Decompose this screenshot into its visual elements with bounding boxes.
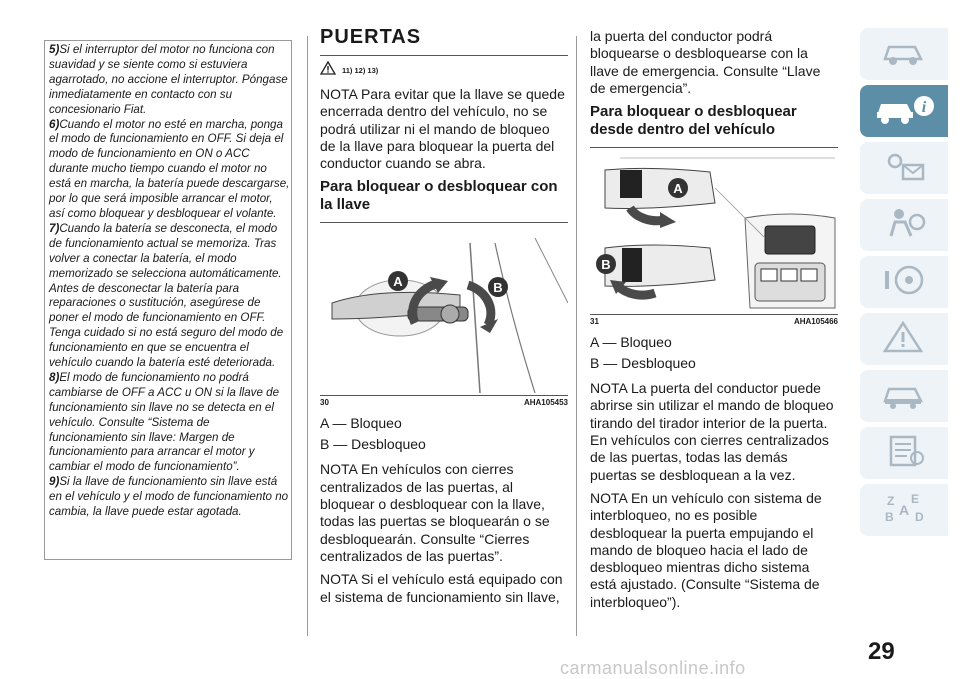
column-divider [307,36,308,636]
legend-a: A — Bloqueo [320,415,402,432]
note-central-locking: NOTA En vehículos con cierres centralizados de las puertas, al bloquear o desbloquear con la llave, todas las puertas se bloquearán o se desbloquearán. Consulte “Cierres centralizados de las puertas”. [320,461,550,564]
tab-starting[interactable] [860,256,948,308]
note-8: 8)El modo de funcionamiento no podrá cambiarse de OFF a ACC u ON si la llave de funcionamiento sin llave no se detecta en el vehículo. Consulte “Sistema de funcionamiento sin llave: Margen de funcionamiento para arrancar el motor y cambiar el modo de funcionamiento”. [49,370,280,474]
tab-dashboard[interactable] [860,28,948,80]
safety-airbag-icon [881,206,927,245]
intro-note: NOTA Para evitar que la llave se quede encerrada dentro del vehículo, no se podrá utilizar ni el mando de bloqueo de la llave para bloquear la puerta del conductor cuando se abra. [320,86,565,172]
fig30-label-b: B [493,280,503,296]
door-handle-key-illustration [320,223,568,395]
car-info-icon [874,92,934,131]
interior-handle-illustration [590,148,838,314]
tab-index[interactable] [860,484,948,536]
section-title: PUERTAS [320,26,422,48]
subheading-inside: Para bloquear o desbloquear desde dentro del vehículo [590,103,797,139]
right-column [590,28,838,617]
svg-text:A: A [899,501,910,518]
subheading-key: Para bloquear o desbloquear con la llave [320,178,558,214]
main-column [320,26,568,612]
note-driver-door: NOTA La puerta del conductor puede abrirse sin utilizar el mando de bloqueo tirando del tirador interior de la puerta. En vehículos con cierres centralizados de las puertas, todas las demás puertas se desbloquean a la vez. [590,380,834,483]
svg-text:i: i [921,98,927,116]
car-dashboard-icon [881,37,927,72]
column-divider [576,36,577,636]
svg-text:D: D [915,509,924,524]
chapter-tabs [852,28,956,541]
title-rule [320,55,568,56]
index-icon [881,491,927,530]
watermark: carmanualsonline.info [560,658,746,678]
figure-31 [590,147,838,315]
figure-31-caption: 31 AHA105466 [590,317,838,327]
tab-emergency[interactable] [860,313,948,365]
note-6: 6)Cuando el motor no esté en marcha, ponga el modo de funcionamiento en OFF. Si deja el modo de funcionamiento en ON o ACC durante mucho tiempo cuando el motor no está en marcha, la batería puede descargarse, por lo que será imposible arrancar el motor, así como bloquear y desbloquear el volante. [49,117,290,220]
tab-maintenance[interactable] [860,370,948,422]
note-keyless: NOTA Si el vehículo está equipado con el sistema de funcionamiento sin llave, [320,571,563,605]
svg-text:E: E [911,491,920,506]
svg-text:Z: Z [887,493,895,508]
note-5: 5)Si el interruptor del motor no funciona con suavidad y se siente como si estuviera agarrotado, no accione el interruptor. Póngase inmediatamente en contacto con su concesionario Fiat. [49,43,288,116]
continued-text: la puerta del conductor podrá bloquearse o desbloquearse con la llave de emergencia. Consulte “Llave de emergencia”. [590,28,821,96]
tab-technical-data[interactable] [860,427,948,479]
tab-safety[interactable] [860,199,948,251]
page-number: 29 [868,638,895,665]
warning-refs: 11) 12) 13) [320,62,568,78]
legend-b: B — Desbloqueo [320,436,426,453]
notes-box [44,40,292,560]
fig31-label-a: A [673,181,683,197]
technical-data-icon [881,434,927,473]
starting-driving-icon [881,263,927,302]
figure-30-caption: 30 AHA105453 [320,398,568,408]
figure-30 [320,222,568,396]
legend-a: A — Bloqueo [590,334,672,351]
fig31-label-b: B [601,257,611,273]
note-7: 7)Cuando la batería se desconecta, el modo de funcionamiento actual se memoriza. Tras volver a conectar la batería, el modo memorizado se selecciona automáticamente. Antes de desconectar la batería para reparaciones o sustitución, asegúrese de poner el modo de funcionamiento en OFF. Tenga cuidado si no está seguro del modo de funcionamiento en que se encuentra el vehículo cuando la batería esté deteriorada. [49,221,284,370]
fig30-label-a: A [393,274,403,290]
legend-b: B — Desbloqueo [590,355,696,372]
emergency-icon [881,320,927,359]
tab-warning-lights[interactable] [860,142,948,194]
warning-lights-icon [881,149,927,188]
tab-car-info[interactable] [860,85,948,137]
note-9: 9)Si la llave de funcionamiento sin llave está en el vehículo y el modo de funcionamiento no cambia, la llave puede estar agotada. [49,475,289,519]
note-interlock: NOTA En un vehículo con sistema de interbloqueo, no es posible desbloquear la puerta empujando el mando de bloqueo hacia el lado de desbloqueo mientras dicho sistema está ajustado. (Consulte “Sistema de interbloqueo”). [590,489,822,610]
svg-text:B: B [885,509,894,524]
warning-triangle-icon [320,61,336,80]
maintenance-car-icon [881,377,927,416]
